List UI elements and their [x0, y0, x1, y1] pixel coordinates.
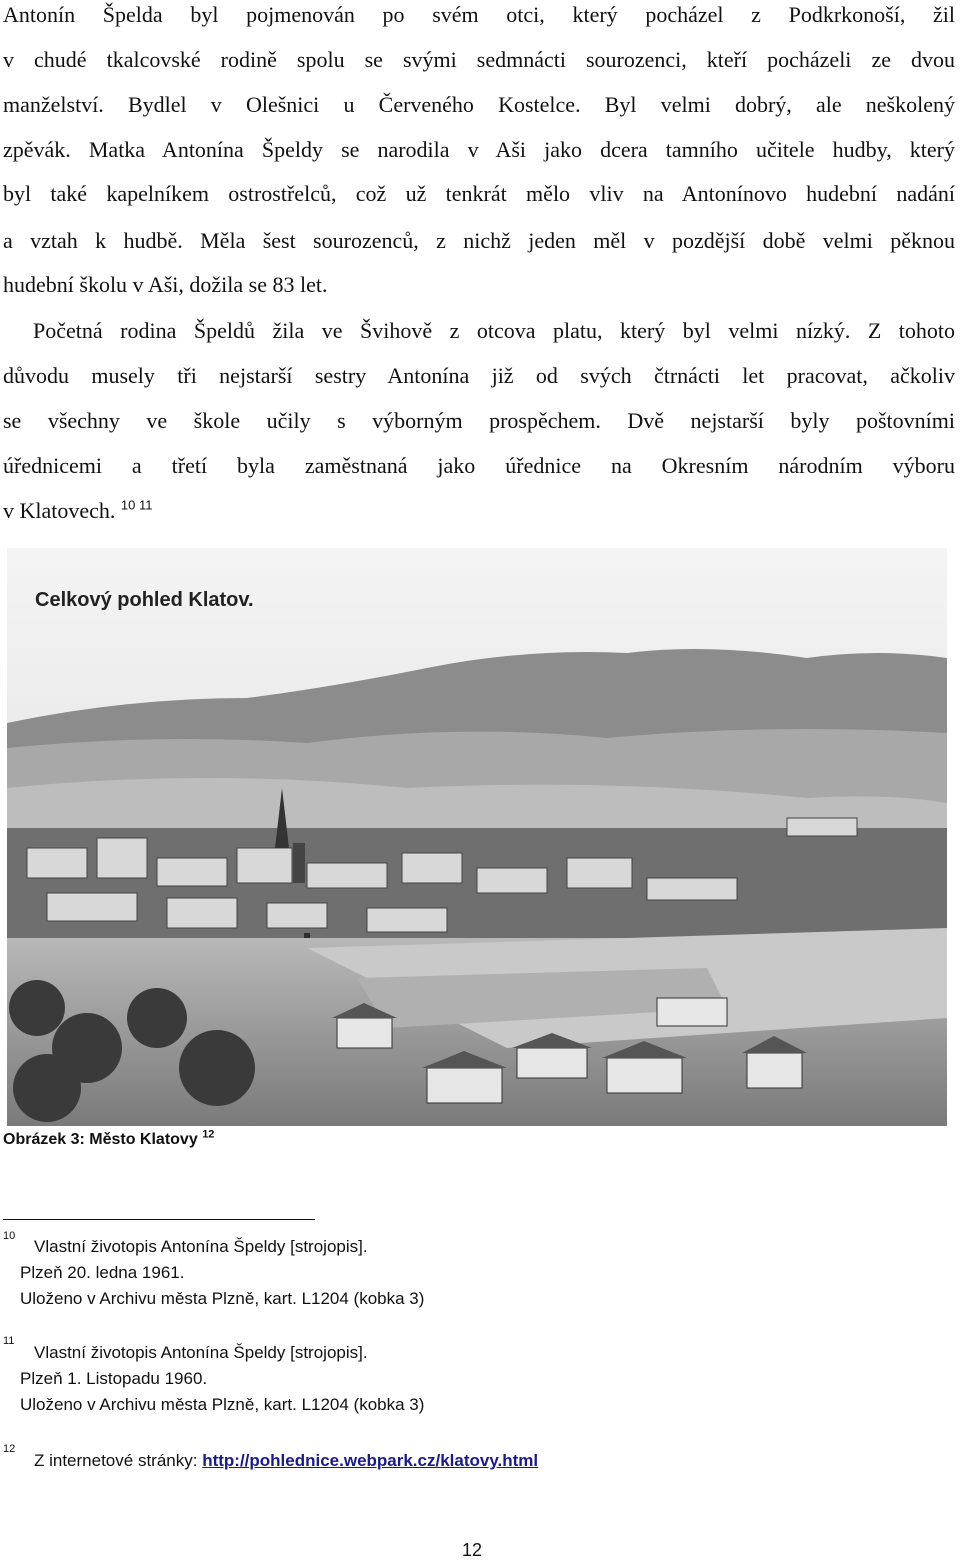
footnote-number: 11: [3, 1335, 15, 1347]
paragraph-line: hudební školu v Aši, dožila se 83 let.: [3, 272, 328, 297]
paragraph-line-last: [3, 498, 152, 524]
paragraph-line: byl také kapelníkem ostrostřelců, což už tenkrát mělo vliv na Antonínovo hudební nadání: [3, 181, 955, 206]
footnote-line: Vlastní životopis Antonína Špeldy [strojopis].: [34, 1343, 368, 1362]
paragraph-line: úřednicemi a třetí byla zaměstnaná jako úřednice na Okresním národním výboru: [3, 453, 955, 478]
figure-caption: [3, 1128, 215, 1149]
footnote-number: 12: [3, 1443, 16, 1455]
caption-text: Obrázek 3: Město Klatovy: [3, 1131, 198, 1148]
footnote-line: Plzeň 20. ledna 1961.: [20, 1263, 185, 1282]
footnote-12: [34, 1448, 538, 1474]
footnote-link[interactable]: http://pohlednice.webpark.cz/klatovy.html: [202, 1451, 539, 1470]
paragraph-text: v Klatovech.: [3, 498, 116, 523]
paragraph-line: manželství. Bydlel v Olešnici u Červeného Kostelce. Byl velmi dobrý, ale neškolený: [3, 92, 955, 117]
paragraph-line: se všechny ve škole učily s výborným prospěchem. Dvě nejstarší byly poštovními: [3, 408, 955, 433]
footnote-prefix: Z internetové stránky:: [34, 1451, 203, 1470]
paragraph-line: Početná rodina Špeldů žila ve Švihově z otcova platu, který byl velmi nízký. Z tohoto: [33, 318, 955, 343]
footnote-10: [20, 1234, 424, 1312]
town-panorama-photo: [7, 548, 947, 1126]
paragraph-line: v chudé tkalcovské rodině spolu se svými sedmnácti sourozenci, kteří pocházeli ze dvou: [3, 47, 955, 72]
paragraph-line: zpěvák. Matka Antonína Špeldy se narodila v Aši jako dcera tamního učitele hudby, který: [3, 137, 955, 162]
page-number: 12: [462, 1540, 483, 1560]
footnote-number: 10: [3, 1230, 16, 1242]
footnote-ref: 10 11: [120, 497, 153, 513]
photo-label: Celkový pohled Klatov.: [35, 589, 254, 611]
paragraph-line: důvodu musely tři nejstarší sestry Antonína již od svých čtrnácti let pracovat, ačkoliv: [3, 363, 955, 388]
paragraph-line: a vztah k hudbě. Měla šest sourozenců, z nichž jeden měl v pozdější době velmi pěknou: [3, 228, 955, 253]
footnote-11: [20, 1340, 424, 1418]
footnote-line: Uloženo v Archivu města Plzně, kart. L1204 (kobka 3): [20, 1289, 425, 1308]
caption-ref: 12: [202, 1128, 215, 1141]
paragraph-line: Antonín Špelda byl pojmenován po svém otci, který pocházel z Podkrkonoší, žil: [3, 2, 955, 27]
footnote-line: Vlastní životopis Antonína Špeldy [strojopis].: [34, 1237, 368, 1256]
footnote-line: Uloženo v Archivu města Plzně, kart. L1204 (kobka 3): [20, 1395, 425, 1414]
footnote-divider: [3, 1219, 315, 1220]
footnote-line: Plzeň 1. Listopadu 1960.: [20, 1369, 208, 1388]
